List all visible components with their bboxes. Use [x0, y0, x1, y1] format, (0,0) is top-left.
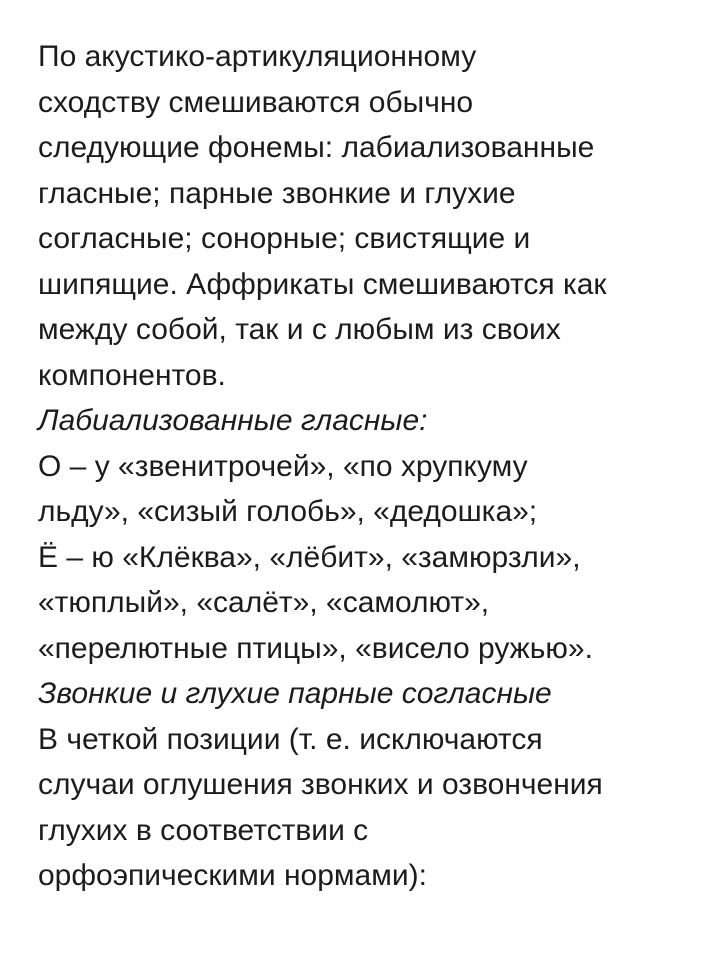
intro-line-4: гласные; парные звонкие и глухие [38, 176, 516, 210]
yo-yu-example-line-1: Ё – ю «Клёква», «лёбит», «замюрзли», [38, 540, 581, 574]
clear-position-line-3: глухих в соответствии с [38, 813, 369, 847]
o-u-example-line-1: О – у «звенитрочей», «по хрупкуму [38, 449, 528, 483]
slide-text-body [38, 34, 698, 899]
intro-line-3: следующие фонемы: лабиализованные [38, 131, 595, 164]
o-u-example-line-2: льду», «сизый голобь», «дедошка»; [38, 495, 538, 528]
yo-yu-example-line-2: «тюплый», «салёт», «самолют», [38, 586, 490, 619]
intro-line-5: согласные; сонорные; свистящие и [38, 222, 531, 255]
yo-yu-example-line-3: «перелютные птицы», «висело ружью». [38, 631, 593, 665]
voiced-voiceless-heading: Звонкие и глухие парные согласные [38, 677, 552, 710]
intro-line-1: По акустико-артикуляционному [38, 40, 477, 73]
intro-line-7: между собой, так и с любым из своих [38, 313, 561, 346]
clear-position-line-4: орфоэпическими нормами): [38, 859, 427, 892]
clear-position-line-1: В четкой позиции (т. е. исключаются [38, 722, 543, 756]
intro-line-6: шипящие. Аффрикаты смешиваются как [38, 267, 607, 301]
intro-line-2: сходству смешиваются обычно [38, 85, 474, 119]
intro-line-8: компонентов. [38, 358, 226, 392]
labial-vowels-heading: Лабиализованные гласные: [38, 404, 428, 437]
clear-position-line-2: случаи оглушения звонких и озвончения [38, 768, 603, 801]
